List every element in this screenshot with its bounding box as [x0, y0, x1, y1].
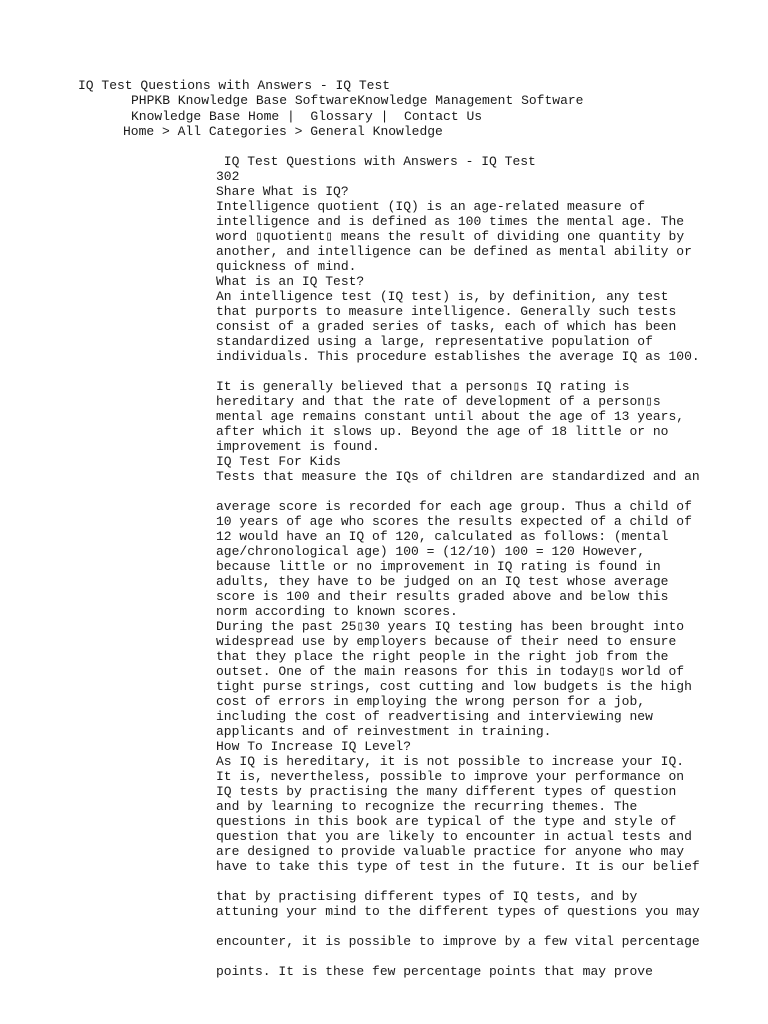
paragraph-line: average score is recorded for each age group. Thus a child of	[216, 499, 692, 514]
blank-line	[216, 919, 756, 934]
paragraph-line: standardized using a large, representative population of	[216, 334, 653, 349]
share-line[interactable]: Share What is IQ?	[216, 184, 349, 199]
paragraph-line: score is 100 and their results graded above and below this	[216, 589, 669, 604]
paragraph-line: because little or no improvement in IQ rating is found in	[216, 559, 661, 574]
paragraph-line: have to take this type of test in the future. It is our belief	[216, 859, 700, 874]
paragraph-line: widespread use by employers because of their need to ensure	[216, 634, 677, 649]
paragraph-line: As IQ is hereditary, it is not possible to increase your IQ.	[216, 754, 685, 769]
paragraph-line: cost of errors in employing the wrong person for a job,	[216, 694, 646, 709]
paragraph-line: It is generally believed that a person▯s IQ rating is	[216, 379, 630, 394]
paragraph-line: outset. One of the main reasons for this in today▯s world of	[216, 664, 685, 679]
page-title: IQ Test Questions with Answers - IQ Test	[78, 78, 391, 93]
paragraph-line: 12 would have an IQ of 120, calculated as follows: (mental	[216, 529, 669, 544]
paragraph-line: points. It is these few percentage points that may prove	[216, 964, 653, 979]
article-body	[216, 154, 756, 979]
blank-line	[216, 949, 756, 964]
paragraph-line: adults, they have to be judged on an IQ test whose average	[216, 574, 669, 589]
paragraph-line: IQ tests by practising the many different types of question	[216, 784, 677, 799]
blank-line	[216, 484, 756, 499]
paragraph-line: and by learning to recognize the recurring themes. The	[216, 799, 638, 814]
paragraph-line: word ▯quotient▯ means the result of dividing one quantity by	[216, 229, 685, 244]
paragraph-line: hereditary and that the rate of development of a person▯s	[216, 394, 661, 409]
paragraph-line: encounter, it is possible to improve by a few vital percentage	[216, 934, 700, 949]
article-title: IQ Test Questions with Answers - IQ Test	[216, 154, 536, 169]
blank-line	[216, 364, 756, 379]
paragraph-line: question that you are likely to encounter in actual tests and	[216, 829, 692, 844]
paragraph-line: intelligence and is defined as 100 times the mental age. The	[216, 214, 685, 229]
paragraph-line: tight purse strings, cost cutting and low budgets is the high	[216, 679, 692, 694]
paragraph-line: Intelligence quotient (IQ) is an age-related measure of	[216, 199, 646, 214]
paragraph-line: consist of a graded series of tasks, each of which has been	[216, 319, 677, 334]
paragraph-line: An intelligence test (IQ test) is, by definition, any test	[216, 289, 669, 304]
site-name[interactable]: PHPKB Knowledge Base SoftwareKnowledge Management Software	[131, 93, 584, 108]
paragraph-line: that they place the right people in the right job from the	[216, 649, 669, 664]
paragraph-line: During the past 25▯30 years IQ testing has been brought into	[216, 619, 685, 634]
paragraph-line: after which it slows up. Beyond the age of 18 little or no	[216, 424, 669, 439]
paragraph-line: questions in this book are typical of the type and style of	[216, 814, 677, 829]
blank-line	[216, 874, 756, 889]
paragraph-line: 10 years of age who scores the results expected of a child of	[216, 514, 692, 529]
paragraph-line: are designed to provide valuable practice for anyone who may	[216, 844, 685, 859]
paragraph-line: mental age remains constant until about the age of 13 years,	[216, 409, 685, 424]
paragraph-line: that purports to measure intelligence. Generally such tests	[216, 304, 677, 319]
breadcrumb[interactable]: Home > All Categories > General Knowledge	[123, 124, 443, 139]
paragraph-line: that by practising different types of IQ tests, and by	[216, 889, 638, 904]
paragraph-line: Tests that measure the IQs of children are standardized and an	[216, 469, 700, 484]
paragraph-line: quickness of mind.	[216, 259, 357, 274]
view-count: 302	[216, 169, 240, 184]
paragraph-line: attuning your mind to the different types of questions you may	[216, 904, 700, 919]
section-heading: How To Increase IQ Level?	[216, 739, 412, 754]
paragraph-line: norm according to known scores.	[216, 604, 458, 619]
paragraph-line: including the cost of readvertising and interviewing new	[216, 709, 653, 724]
section-heading: IQ Test For Kids	[216, 454, 341, 469]
top-nav-links[interactable]: Knowledge Base Home | Glossary | Contact Us	[131, 109, 483, 124]
paragraph-line: applicants and of reinvestment in training.	[216, 724, 552, 739]
section-heading: What is an IQ Test?	[216, 274, 365, 289]
paragraph-line: age/chronological age) 100 = (12/10) 100 = 120 However,	[216, 544, 646, 559]
paragraph-line: individuals. This procedure establishes the average IQ as 100.	[216, 349, 700, 364]
paragraph-line: improvement is found.	[216, 439, 380, 454]
paragraph-line: It is, nevertheless, possible to improve your performance on	[216, 769, 685, 784]
paragraph-line: another, and intelligence can be defined as mental ability or	[216, 244, 692, 259]
